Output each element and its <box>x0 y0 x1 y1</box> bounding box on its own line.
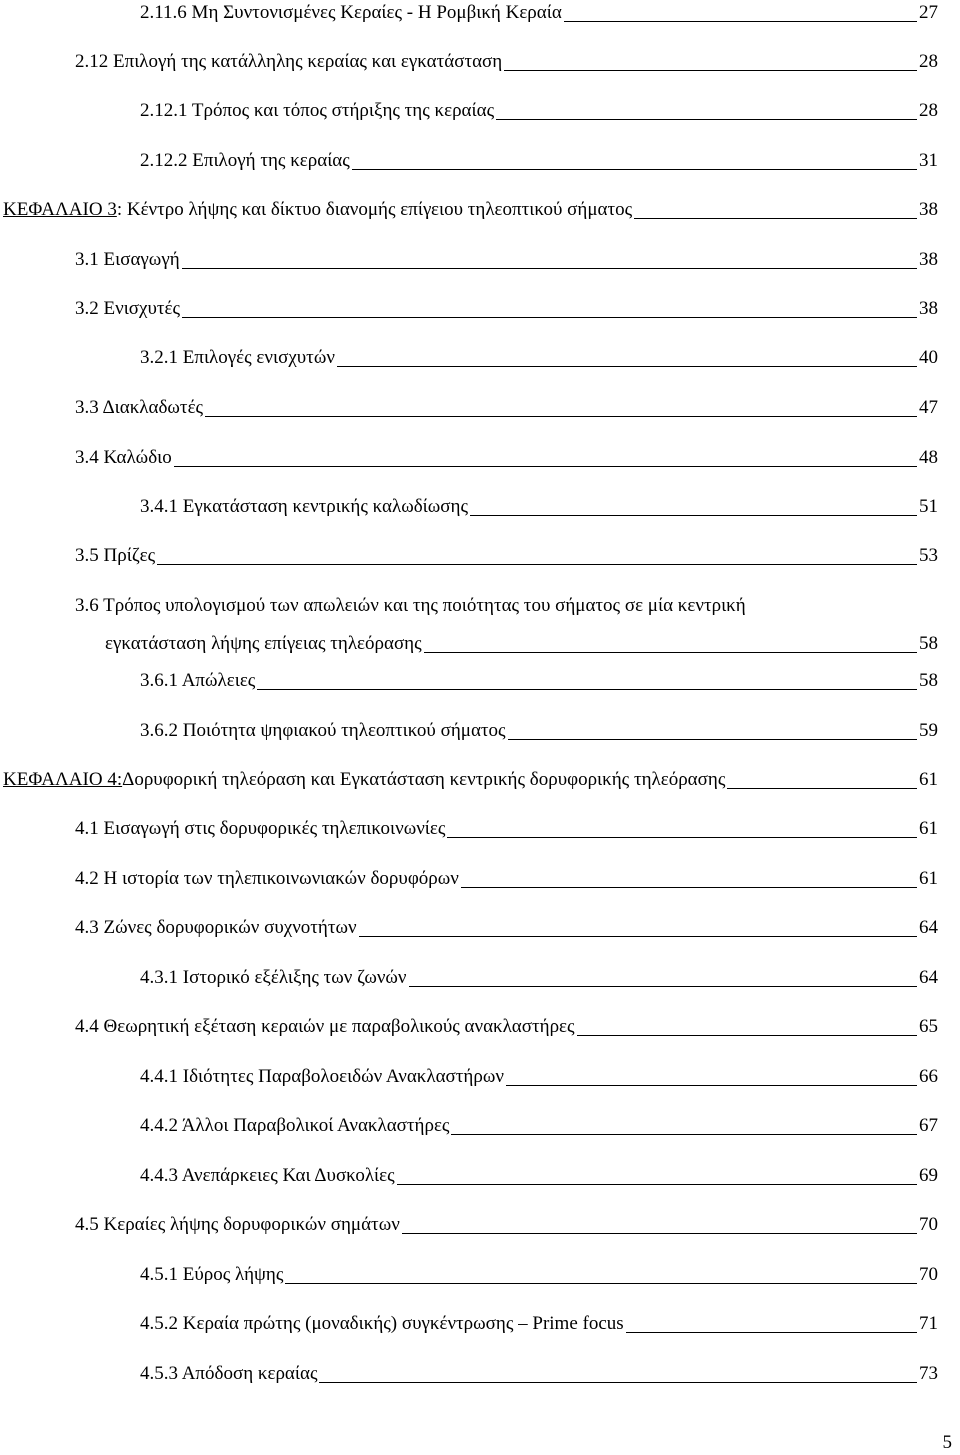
toc-entry[interactable] <box>75 1016 938 1038</box>
toc-entry[interactable] <box>140 1066 938 1088</box>
toc-leader <box>564 21 917 22</box>
toc-leader <box>337 366 917 367</box>
toc-entry[interactable] <box>140 1313 938 1335</box>
toc-leader <box>451 1134 917 1135</box>
toc-entry-label: 4.4.1 Ιδιότητες Παραβολοειδών Ανακλαστήρων <box>140 1066 504 1087</box>
toc-entry-page: 27 <box>919 2 938 23</box>
toc-entry[interactable] <box>140 967 938 989</box>
toc-entry-page: 64 <box>919 917 938 938</box>
toc-entry[interactable] <box>140 1363 938 1385</box>
toc-entry[interactable] <box>140 1165 938 1187</box>
toc-entry[interactable] <box>105 633 938 655</box>
toc-leader <box>285 1283 917 1284</box>
toc-entry-label: 4.1 Εισαγωγή στις δορυφορικές τηλεπικοινωνίες <box>75 818 446 839</box>
toc-chapter-entry[interactable] <box>3 769 938 791</box>
toc-entry-page: 70 <box>919 1264 938 1285</box>
toc-entry[interactable] <box>140 1115 938 1137</box>
toc-entry-page: 58 <box>919 670 938 691</box>
toc-entry-label: 3.2 Ενισχυτές <box>75 298 181 319</box>
chapter-heading: ΚΕΦΑΛΑΙΟ 3 <box>3 199 117 220</box>
toc-entry-page: 51 <box>919 496 938 517</box>
toc-entry-label: 3.6.1 Απώλειες <box>140 670 256 691</box>
toc-leader <box>470 515 917 516</box>
toc-leader <box>257 689 917 690</box>
toc-entry[interactable] <box>140 496 938 518</box>
toc-entry-label: 3.2.1 Επιλογές ενισχυτών <box>140 347 335 368</box>
toc-leader <box>577 1035 917 1036</box>
toc-entry-page: 66 <box>919 1066 938 1087</box>
toc-entry-page: 40 <box>919 347 938 368</box>
toc-entry[interactable] <box>75 868 938 890</box>
toc-entry-page: 59 <box>919 720 938 741</box>
toc-entry-page: 73 <box>919 1363 938 1384</box>
toc-entry[interactable] <box>140 2 938 24</box>
toc-leader <box>402 1233 917 1234</box>
toc-leader <box>157 564 917 565</box>
toc-entry-label: 3.3 Διακλαδωτές <box>75 397 204 418</box>
toc-leader <box>397 1184 917 1185</box>
toc-entry[interactable] <box>75 249 938 271</box>
toc-leader <box>727 788 917 789</box>
toc-entry-page: 28 <box>919 100 938 121</box>
toc-entry[interactable] <box>75 397 938 419</box>
toc-entry[interactable] <box>140 150 938 172</box>
toc-leader <box>504 70 917 71</box>
toc-entry-page: 38 <box>919 298 938 319</box>
toc-entry-label: 3.5 Πρίζες <box>75 545 156 566</box>
toc-leader <box>506 1085 917 1086</box>
toc-entry-page: 38 <box>919 199 938 220</box>
toc-entry-label: 3.4.1 Εγκατάσταση κεντρικής καλωδίωσης <box>140 496 468 517</box>
toc-entry[interactable] <box>140 670 938 692</box>
toc-leader <box>174 466 917 467</box>
toc-entry[interactable] <box>75 447 938 469</box>
toc-entry-page: 47 <box>919 397 938 418</box>
toc-leader <box>319 1382 917 1383</box>
toc-entry-page: 61 <box>919 769 938 790</box>
toc-entry-page: 69 <box>919 1165 938 1186</box>
toc-leader <box>352 169 917 170</box>
toc-entry-label: 4.5 Κεραίες λήψης δορυφορικών σημάτων <box>75 1214 400 1235</box>
toc-entry-label: εγκατάσταση λήψης επίγειας τηλεόρασης <box>105 633 422 654</box>
toc-entry-label: 2.11.6 Μη Συντονισμένες Κεραίες - Η Ρομβική Κεραία <box>140 2 562 23</box>
toc-entry-page: 61 <box>919 818 938 839</box>
toc-entry[interactable] <box>75 545 938 567</box>
toc-entry-page: 67 <box>919 1115 938 1136</box>
toc-entry-page: 70 <box>919 1214 938 1235</box>
toc-leader <box>634 218 917 219</box>
toc-entry-label: 4.4.2 Άλλοι Παραβολικοί Ανακλαστήρες <box>140 1115 450 1136</box>
toc-entry[interactable] <box>75 51 938 73</box>
toc-leader <box>461 887 917 888</box>
toc-entry-label: 4.3.1 Ιστορικό εξέλιξης των ζωνών <box>140 967 407 988</box>
toc-entry-label: 4.5.3 Απόδοση κεραίας <box>140 1363 318 1384</box>
toc-entry-page: 48 <box>919 447 938 468</box>
toc-entry-page: 53 <box>919 545 938 566</box>
toc-leader <box>508 739 917 740</box>
toc-entry-label: 2.12.2 Επιλογή της κεραίας <box>140 150 350 171</box>
toc-entry-label: 4.5.2 Κεραία πρώτης (μοναδικής) συγκέντρωσης – Prime focus <box>140 1313 624 1334</box>
toc-entry-page: 65 <box>919 1016 938 1037</box>
toc-entry[interactable] <box>75 1214 938 1236</box>
toc-entry[interactable] <box>75 818 938 840</box>
toc-entry-page: 31 <box>919 150 938 171</box>
toc-leader <box>626 1332 917 1333</box>
chapter-heading: ΚΕΦΑΛΑΙΟ 4: <box>3 769 123 790</box>
toc-entry[interactable] <box>140 720 938 742</box>
toc-entry-label: 4.4.3 Ανεπάρκειες Και Δυσκολίες <box>140 1165 395 1186</box>
toc-entry-page: 28 <box>919 51 938 72</box>
toc-chapter-entry[interactable] <box>3 199 938 221</box>
toc-entry-page: 64 <box>919 967 938 988</box>
toc-entry-label: 3.4 Καλώδιο <box>75 447 172 468</box>
toc-entry-label: 4.5.1 Εύρος λήψης <box>140 1264 284 1285</box>
toc-entry-label: 2.12 Επιλογή της κατάλληλης κεραίας και εγκατάσταση <box>75 51 503 72</box>
toc-leader <box>182 317 917 318</box>
toc-leader <box>447 837 917 838</box>
toc-entry-label: 4.2 Η ιστορία των τηλεπικοινωνιακών δορυφόρων <box>75 868 459 889</box>
toc-entry[interactable] <box>140 1264 938 1286</box>
toc-entry[interactable] <box>75 298 938 320</box>
toc-entry-label: 4.3 Ζώνες δορυφορικών συχνοτήτων <box>75 917 357 938</box>
toc-entry-page: 61 <box>919 868 938 889</box>
toc-entry-page: 58 <box>919 633 938 654</box>
toc-entry-page: 71 <box>919 1313 938 1334</box>
toc-entry-label: : Κέντρο λήψης και δίκτυο διανομής επίγειου τηλεοπτικού σήματος <box>116 199 633 220</box>
toc-leader <box>424 652 917 653</box>
page-number: 5 <box>942 1432 952 1453</box>
toc-entry-label: Δορυφορική τηλεόραση και Εγκατάσταση κεντρικής δορυφορικής τηλεόρασης <box>122 769 726 790</box>
toc-entry-page: 38 <box>919 249 938 270</box>
toc-entry-label: 4.4 Θεωρητική εξέταση κεραιών με παραβολικούς ανακλαστήρες <box>75 1016 575 1037</box>
toc-leader <box>182 268 917 269</box>
toc-entry-label: 3.1 Εισαγωγή <box>75 249 180 270</box>
toc-entry[interactable] <box>140 100 938 122</box>
toc-leader <box>205 416 917 417</box>
toc-leader <box>359 936 917 937</box>
toc-entry-label: 3.6.2 Ποιότητα ψηφιακού τηλεοπτικού σήματος <box>140 720 506 741</box>
toc-entry[interactable] <box>140 347 938 369</box>
toc-leader <box>409 986 917 987</box>
toc-leader <box>496 119 917 120</box>
toc-entry-label: 2.12.1 Τρόπος και τόπος στήριξης της κεραίας <box>140 100 495 121</box>
toc-entry-label-line1[interactable]: 3.6 Τρόπος υπολογισμού των απωλειών και της ποιότητας του σήματος σε μία κεντρική <box>75 595 746 616</box>
toc-entry[interactable] <box>75 917 938 939</box>
